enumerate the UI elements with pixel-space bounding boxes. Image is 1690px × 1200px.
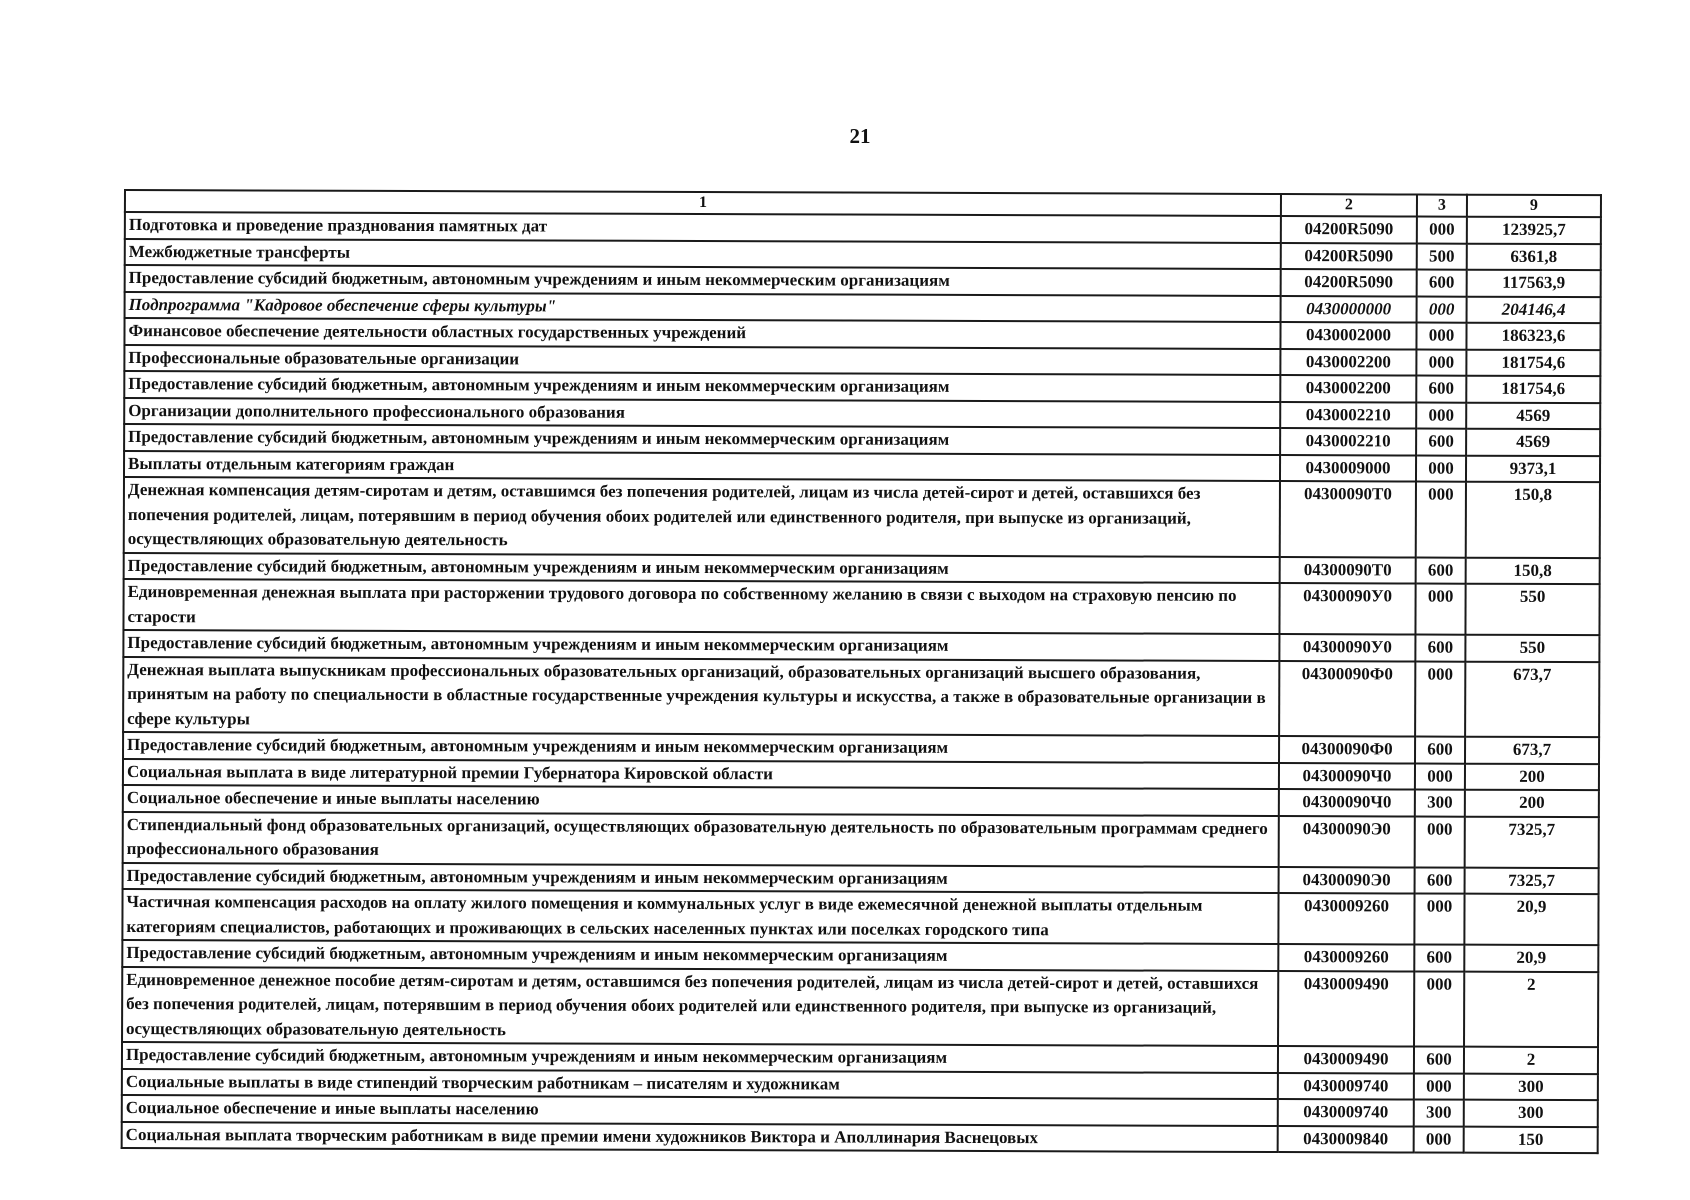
row-type-cell: 000 bbox=[1416, 402, 1466, 429]
row-code-cell: 04300090Ф0 bbox=[1279, 736, 1415, 763]
row-name-cell: Денежная выплата выпускникам профессиональных образовательных организаций, образовательных организаций высшего образования, принятым на работу по специальности в областные государственные учреждения культуры и искусства, а также в образовательные организации в сфере культуры bbox=[123, 657, 1279, 737]
table-row bbox=[123, 811, 1599, 867]
column-header-name: 1 bbox=[125, 190, 1281, 216]
row-code-cell: 04300090Ч0 bbox=[1279, 763, 1415, 790]
row-code-cell: 04200R5090 bbox=[1281, 216, 1417, 243]
budget-table bbox=[121, 189, 1602, 1154]
row-sum-cell: 200 bbox=[1465, 763, 1599, 790]
table-row bbox=[123, 579, 1599, 635]
row-sum-cell: 673,7 bbox=[1465, 737, 1599, 764]
row-type-cell: 000 bbox=[1414, 971, 1464, 1047]
row-sum-cell: 20,9 bbox=[1464, 894, 1598, 945]
row-code-cell: 0430009260 bbox=[1278, 944, 1414, 971]
row-name-cell: Предоставление субсидий бюджетным, автономным учреждениям и иным некоммерческим организациям bbox=[123, 862, 1279, 893]
row-code-cell: 0430002200 bbox=[1280, 375, 1416, 402]
row-code-cell: 0430000000 bbox=[1281, 296, 1417, 323]
row-code-cell: 04200R5090 bbox=[1281, 243, 1417, 270]
table-row bbox=[124, 477, 1600, 558]
row-name-cell: Предоставление субсидий бюджетным, автономным учреждениям и иным некоммерческим организациям bbox=[124, 424, 1280, 455]
row-type-cell: 000 bbox=[1414, 1073, 1464, 1100]
row-name-cell: Социальное обеспечение и иные выплаты населению bbox=[123, 785, 1279, 816]
row-sum-cell: 550 bbox=[1465, 635, 1599, 662]
row-code-cell: 04300090Т0 bbox=[1280, 481, 1416, 557]
row-sum-cell: 117563,9 bbox=[1467, 270, 1601, 297]
row-sum-cell: 9373,1 bbox=[1466, 455, 1600, 482]
row-sum-cell: 200 bbox=[1465, 790, 1599, 817]
row-name-cell: Частичная компенсация расходов на оплату жилого помещения и коммунальных услуг в виде ежемесячной денежной выплаты отдельным категориям специалистов, работающих и проживающих в сельских населенных пунктах или поселках городского типа bbox=[122, 889, 1278, 944]
row-type-cell: 000 bbox=[1416, 482, 1466, 558]
row-name-cell: Финансовое обеспечение деятельности областных государственных учреждений bbox=[124, 318, 1280, 349]
row-code-cell: 0430009740 bbox=[1278, 1099, 1414, 1126]
row-name-cell: Денежная компенсация детям-сиротам и детям, оставшимся без попечения родителей, лицам из числа детей-сирот и детей, оставшихся без попечения родителей, лицам, потерявшим в период обучения обоих родителей или единственного родителя, при выпуске из организаций, осуществляющих образовательную деятельность bbox=[124, 477, 1280, 557]
row-code-cell: 0430002210 bbox=[1280, 402, 1416, 429]
row-code-cell: 0430009490 bbox=[1278, 1046, 1414, 1073]
row-name-cell: Предоставление субсидий бюджетным, автономным учреждениям и иным некоммерческим организациям bbox=[122, 940, 1278, 971]
row-sum-cell: 673,7 bbox=[1465, 661, 1599, 737]
row-name-cell: Стипендиальный фонд образовательных организаций, осуществляющих образовательную деятельность по образовательным программам среднего профессионального образования bbox=[123, 811, 1279, 866]
row-type-cell: 600 bbox=[1416, 376, 1466, 403]
row-name-cell: Социальная выплата в виде литературной премии Губернатора Кировской области bbox=[123, 759, 1279, 790]
row-sum-cell: 4569 bbox=[1466, 402, 1600, 429]
row-name-cell: Социальное обеспечение и иные выплаты населению bbox=[122, 1095, 1278, 1126]
row-name-cell: Предоставление субсидий бюджетным, автономным учреждениям и иным некоммерческим организациям bbox=[123, 732, 1279, 763]
row-name-cell: Предоставление субсидий бюджетным, автономным учреждениям и иным некоммерческим организациям bbox=[122, 1042, 1278, 1073]
row-type-cell: 600 bbox=[1416, 557, 1466, 584]
row-code-cell: 04300090Ч0 bbox=[1279, 789, 1415, 816]
row-sum-cell: 150 bbox=[1464, 1126, 1598, 1153]
row-code-cell: 04300090Ф0 bbox=[1279, 661, 1415, 737]
row-code-cell: 0430009490 bbox=[1278, 971, 1414, 1047]
row-type-cell: 600 bbox=[1415, 737, 1465, 764]
row-code-cell: 0430009260 bbox=[1278, 893, 1414, 944]
row-code-cell: 0430009000 bbox=[1280, 455, 1416, 482]
row-type-cell: 600 bbox=[1414, 1047, 1464, 1074]
row-type-cell: 600 bbox=[1414, 945, 1464, 972]
column-header-code: 2 bbox=[1281, 194, 1417, 216]
row-name-cell: Организации дополнительного профессионального образования bbox=[124, 398, 1280, 429]
column-header-type: 3 bbox=[1417, 195, 1467, 217]
row-code-cell: 04300090Э0 bbox=[1279, 816, 1415, 867]
row-type-cell: 600 bbox=[1416, 429, 1466, 456]
row-type-cell: 300 bbox=[1414, 1100, 1464, 1127]
row-sum-cell: 7325,7 bbox=[1465, 867, 1599, 894]
row-code-cell: 04300090Т0 bbox=[1280, 557, 1416, 584]
table-row bbox=[123, 657, 1599, 738]
page-number: 21 bbox=[849, 124, 871, 148]
row-type-cell: 300 bbox=[1415, 790, 1465, 817]
row-code-cell: 0430009740 bbox=[1278, 1073, 1414, 1100]
row-type-cell: 000 bbox=[1415, 816, 1465, 867]
row-type-cell: 500 bbox=[1417, 243, 1467, 270]
table-row bbox=[122, 966, 1598, 1047]
row-sum-cell: 181754,6 bbox=[1466, 349, 1600, 376]
row-sum-cell: 4569 bbox=[1466, 429, 1600, 456]
row-sum-cell: 300 bbox=[1464, 1073, 1598, 1100]
row-type-cell: 000 bbox=[1415, 763, 1465, 790]
row-name-cell: Подготовка и проведение празднования памятных дат bbox=[125, 212, 1281, 243]
row-type-cell: 000 bbox=[1417, 296, 1467, 323]
table-row bbox=[122, 889, 1598, 945]
row-sum-cell: 300 bbox=[1464, 1100, 1598, 1127]
row-code-cell: 0430002000 bbox=[1280, 322, 1416, 349]
row-name-cell: Социальные выплаты в виде стипендий творческим работникам – писателям и художникам bbox=[122, 1068, 1278, 1099]
row-sum-cell: 150,8 bbox=[1466, 557, 1600, 584]
row-sum-cell: 123925,7 bbox=[1467, 217, 1601, 244]
row-sum-cell: 186323,6 bbox=[1466, 323, 1600, 350]
row-type-cell: 600 bbox=[1417, 270, 1467, 297]
row-name-cell: Предоставление субсидий бюджетным, автономным учреждениям и иным некоммерческим организациям bbox=[125, 265, 1281, 296]
row-type-cell: 000 bbox=[1415, 584, 1465, 635]
row-type-cell: 000 bbox=[1416, 455, 1466, 482]
row-name-cell: Единовременное денежное пособие детям-сиротам и детям, оставшимся без попечения родителей, лицам из числа детей-сирот и детей, оставшихся без попечения родителей, лицам, потерявшим в период обучения обоих родителей или единственного родителя, при выпуске из организаций, осуществляющих образовательную деятельность bbox=[122, 966, 1278, 1046]
row-name-cell: Выплаты отдельным категориям граждан bbox=[124, 451, 1280, 482]
row-type-cell: 000 bbox=[1416, 323, 1466, 350]
row-sum-cell: 20,9 bbox=[1464, 945, 1598, 972]
row-sum-cell: 2 bbox=[1464, 971, 1598, 1047]
row-name-cell: Предоставление субсидий бюджетным, автономным учреждениям и иным некоммерческим организациям bbox=[123, 630, 1279, 661]
row-name-cell: Социальная выплата творческим работникам в виде премии имени художников Виктора и Аполлинария Васнецовых bbox=[122, 1121, 1278, 1152]
row-name-cell: Единовременная денежная выплата при расторжении трудового договора по собственному желанию в связи с выходом на страховую пенсию по старости bbox=[123, 579, 1279, 634]
row-type-cell: 000 bbox=[1415, 661, 1465, 737]
row-code-cell: 04300090У0 bbox=[1279, 634, 1415, 661]
row-name-cell: Межбюджетные трансферты bbox=[125, 239, 1281, 270]
row-type-cell: 000 bbox=[1414, 1126, 1464, 1153]
row-code-cell: 0430002200 bbox=[1280, 349, 1416, 376]
row-sum-cell: 2 bbox=[1464, 1047, 1598, 1074]
row-sum-cell: 6361,8 bbox=[1467, 243, 1601, 270]
row-type-cell: 000 bbox=[1414, 894, 1464, 945]
table-row bbox=[122, 1121, 1598, 1153]
row-sum-cell: 181754,6 bbox=[1466, 376, 1600, 403]
row-type-cell: 000 bbox=[1417, 217, 1467, 244]
row-code-cell: 04200R5090 bbox=[1281, 269, 1417, 296]
row-name-cell: Предоставление субсидий бюджетным, автономным учреждениям и иным некоммерческим организациям bbox=[124, 371, 1280, 402]
row-type-cell: 600 bbox=[1415, 867, 1465, 894]
table-body bbox=[122, 212, 1601, 1153]
row-code-cell: 0430002210 bbox=[1280, 428, 1416, 455]
row-type-cell: 000 bbox=[1416, 349, 1466, 376]
row-name-cell: Профессиональные образовательные организации bbox=[124, 345, 1280, 376]
row-sum-cell: 550 bbox=[1465, 584, 1599, 635]
row-type-cell: 600 bbox=[1415, 635, 1465, 662]
row-sum-cell: 150,8 bbox=[1466, 482, 1600, 558]
row-sum-cell: 7325,7 bbox=[1465, 816, 1599, 867]
column-header-sum: 9 bbox=[1467, 195, 1601, 217]
row-code-cell: 04300090У0 bbox=[1279, 583, 1415, 634]
row-code-cell: 04300090Э0 bbox=[1279, 867, 1415, 894]
row-name-cell: Предоставление субсидий бюджетным, автономным учреждениям и иным некоммерческим организациям bbox=[124, 553, 1280, 584]
row-name-cell: Подпрограмма "Кадровое обеспечение сферы культуры" bbox=[125, 292, 1281, 323]
row-sum-cell: 204146,4 bbox=[1467, 296, 1601, 323]
row-code-cell: 0430009840 bbox=[1278, 1126, 1414, 1153]
